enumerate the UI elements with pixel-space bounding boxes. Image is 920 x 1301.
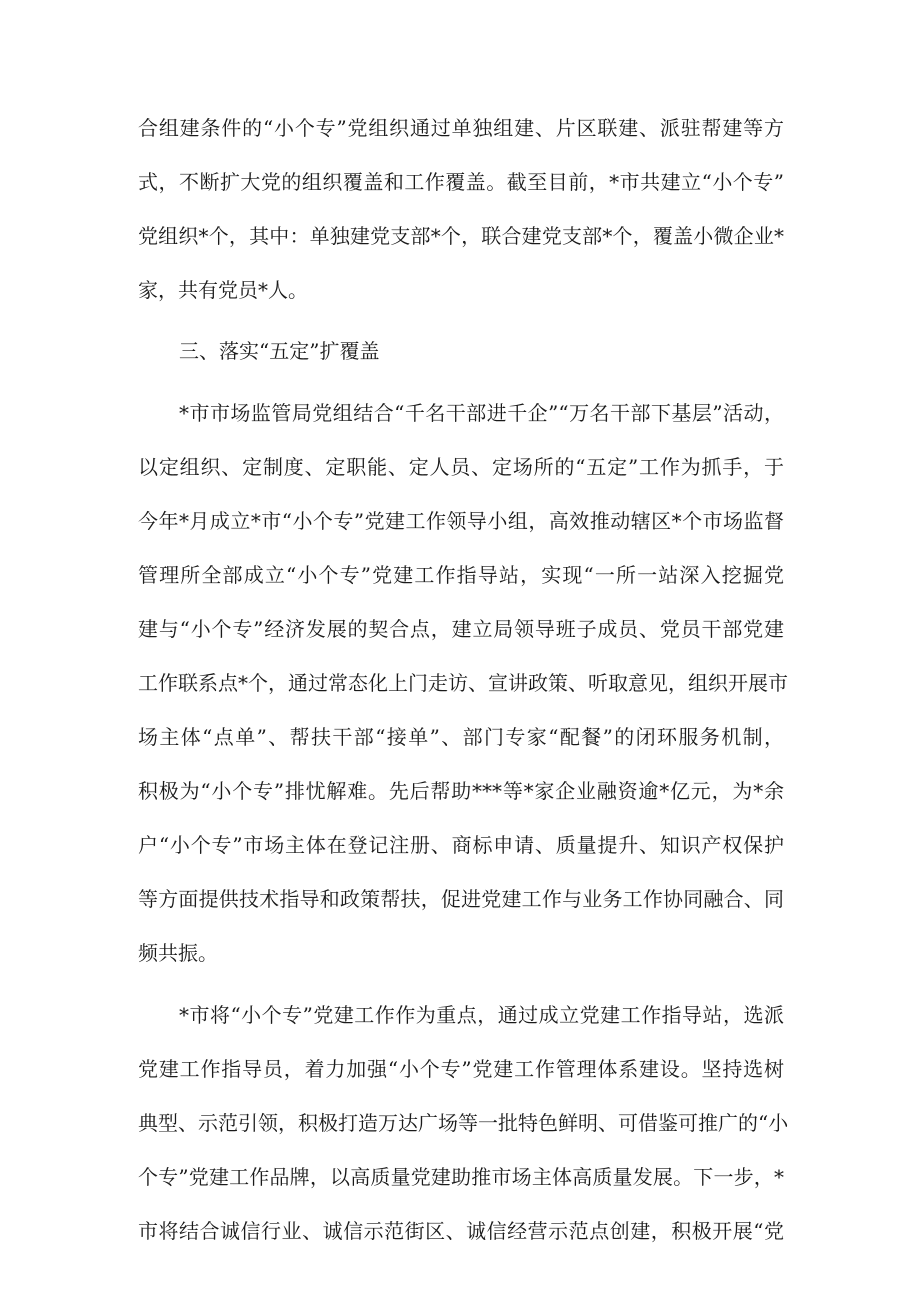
paragraph-1-line-4: 家，共有党员*人。 <box>138 278 308 302</box>
paragraph-3-line-5: 市将结合诚信行业、诚信示范街区、诚信经营示范点创建，积极开展“党 <box>138 1219 784 1243</box>
paragraph-1-line-2: 式，不断扩大党的组织覆盖和工作覆盖。截至目前，*市共建立“小个专” <box>138 170 784 194</box>
paragraph-1-line-3: 党组织*个，其中：单独建党支部*个，联合建党支部*个，覆盖小微企业* <box>138 224 784 248</box>
paragraph-3-line-1: *市将“小个专”党建工作作为重点，通过成立党建工作指导站，选派 <box>179 1003 784 1027</box>
paragraph-2-line-1: *市市场监管局党组结合“千名干部进千企”“万名干部下基层”活动， <box>179 401 784 425</box>
paragraph-2-line-7: 场主体“点单”、帮扶干部“接单”、部门专家“配餐”的闭环服务机制， <box>138 725 784 749</box>
paragraph-3-line-2: 党建工作指导员，着力加强“小个专”党建工作管理体系建设。坚持选树 <box>138 1057 784 1081</box>
paragraph-1-line-1: 合组建条件的“小个专”党组织通过单独组建、片区联建、派驻帮建等方 <box>138 116 784 140</box>
section-heading: 三、落实“五定”扩覆盖 <box>179 339 380 363</box>
paragraph-3-line-3: 典型、示范引领，积极打造万达广场等一批特色鲜明、可借鉴可推广的“小 <box>138 1111 789 1135</box>
paragraph-2-line-5: 建与“小个专”经济发展的契合点，建立局领导班子成员、党员干部党建 <box>138 617 784 641</box>
paragraph-2-line-10: 等方面提供技术指导和政策帮扶，促进党建工作与业务工作协同融合、同 <box>138 887 784 911</box>
paragraph-3-line-4: 个专”党建工作品牌，以高质量党建助推市场主体高质量发展。下一步，* <box>138 1165 784 1189</box>
paragraph-2-line-8: 积极为“小个专”排忧解难。先后帮助***等*家企业融资逾*亿元，为*余 <box>138 779 784 803</box>
paragraph-2-line-4: 管理所全部成立“小个专”党建工作指导站，实现“一所一站深入挖掘党 <box>138 563 784 587</box>
paragraph-2-line-3: 今年*月成立*市“小个专”党建工作领导小组，高效推动辖区*个市场监督 <box>138 509 784 533</box>
paragraph-2-line-11: 频共振。 <box>138 941 218 965</box>
paragraph-2-line-6: 工作联系点*个，通过常态化上门走访、宣讲政策、听取意见，组织开展市 <box>138 671 788 695</box>
paragraph-2-line-2: 以定组织、定制度、定职能、定人员、定场所的“五定”工作为抓手，于 <box>138 455 784 479</box>
paragraph-2-line-9: 户“小个专”市场主体在登记注册、商标申请、质量提升、知识产权保护 <box>138 833 784 857</box>
